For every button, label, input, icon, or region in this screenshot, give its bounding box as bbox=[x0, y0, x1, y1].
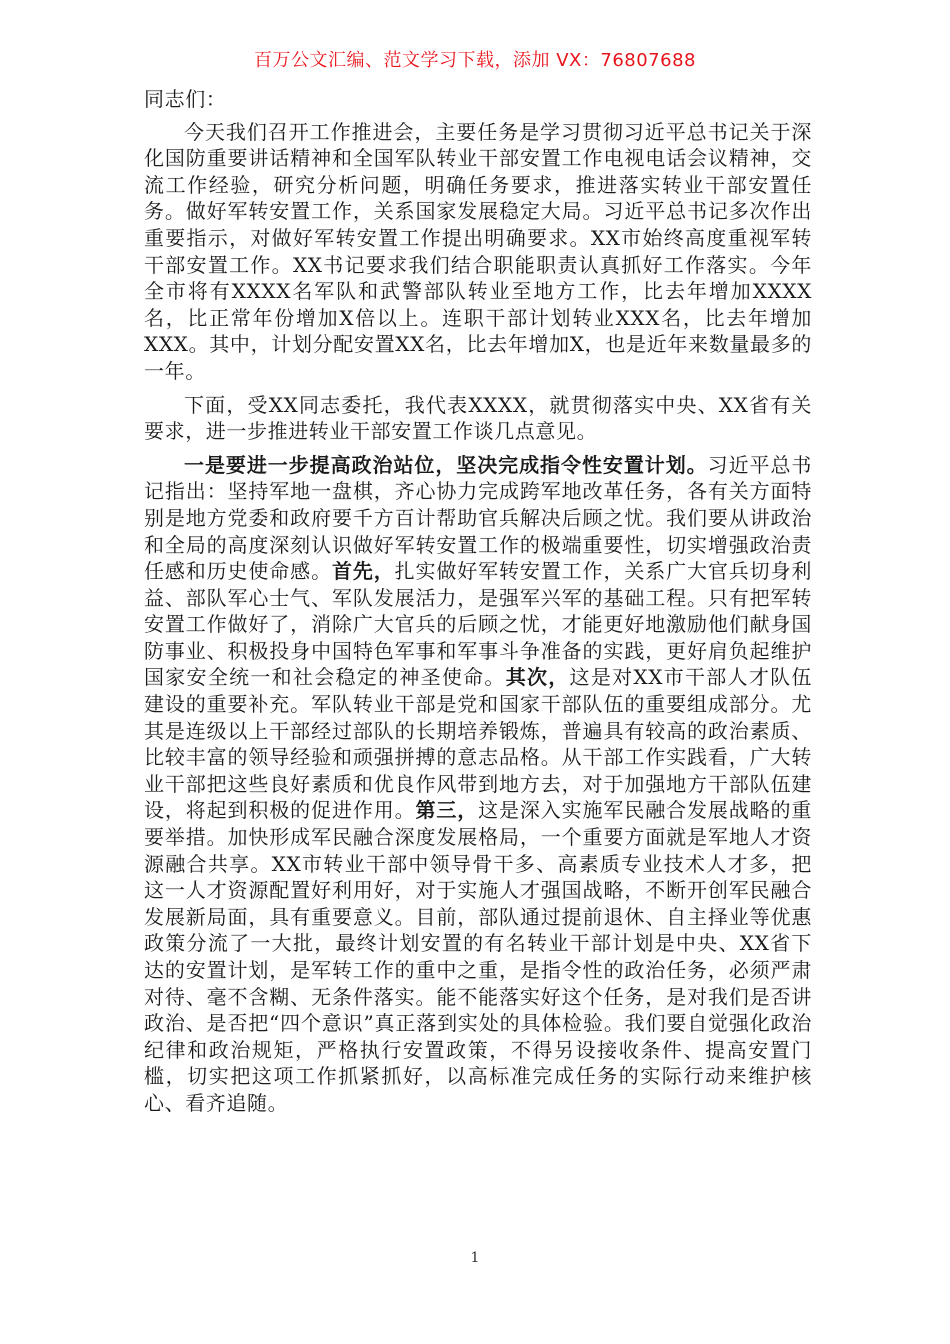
point-one-third-marker: 第三， bbox=[415, 798, 479, 823]
page-number: 1 bbox=[470, 1250, 480, 1266]
point-one-second-marker: 其次， bbox=[505, 665, 570, 690]
salutation: 同志们： bbox=[144, 87, 227, 111]
header-banner: 百万公文汇编、范文学习下载，添加 VX：76807688 bbox=[254, 50, 696, 71]
point-one-text-d: 这是深入实施军民融合发展战略的重要举措。加快形成军民融合深度发展格局，一个重要方面就是军地人才资源融合共享。XX市转业干部中领导骨干多、高素质专业技术人才多，把这一人才资源配置好利用好，对于实施人才强国战略，不断开创军民融合发展新局面，具有重要意义。目前，部队通过提前退休、自主择业等优惠政策分流了一大批，最终计划安置的有名转业干部计划是中央、XX省下达的安置计划，是军转工作的重中之重，是指令性的政治任务，必须严肃对待、毫不含糊、无条件落实。能不能落实好这个任务，是对我们是否讲政治、是否把“四个意识”真正落到实处的具体检验。我们要自觉强化政治纪律和政治规矩，严格执行安置政策，不得另设接收条件、提高安置门槛，切实把这项工作抓紧抓好，以高标准完成任务的实际行动来维护核心、看齐追随。 bbox=[144, 798, 812, 1115]
point-one-text-b: 扎实做好军转安置工作，关系广大官兵切身利益、部队军心士气、军队发展活力，是强军兴军的基础工程。只有把军转安置工作做好了，消除广大官兵的后顾之忧，才能更好地激励他们献身国防事业、积极投身中国特色军事和军事斗争准备的实践，更好肩负起维护国家安全统一和社会稳定的神圣使命。 bbox=[144, 559, 812, 690]
paragraph-transition: 下面，受XX同志委托，我代表XXXX，就贯彻落实中央、XX省有关要求，进一步推进转业干部安置工作谈几点意见。 bbox=[144, 392, 812, 444]
document-body bbox=[144, 86, 812, 1124]
point-one-first-marker: 首先， bbox=[331, 559, 395, 584]
paragraph-intro: 今天我们召开工作推进会，主要任务是学习贯彻习近平总书记关于深化国防重要讲话精神和全国军队转业干部安置工作电视电话会议精神，交流工作经验，研究分析问题，明确任务要求，推进落实转业干部安置任务。做好军转安置工作，关系国家发展稳定大局。习近平总书记多次作出重要指示，对做好军转安置工作提出明确要求。XX市始终高度重视军转干部安置工作。XX书记要求我们结合职能职责认真抓好工作落实。今年全市将有XXXX名军队和武警部队转业至地方工作，比去年增加XXXX名，比正常年份增加X倍以上。连职干部计划转业XXX名，比去年增加XXX。其中，计划分配安置XX名，比去年增加X，也是近年来数量最多的一年。 bbox=[144, 119, 812, 383]
point-one-heading: 一是要进一步提高政治站位，坚决完成指令性安置计划。 bbox=[184, 452, 708, 477]
paragraph-point-one bbox=[144, 452, 812, 1117]
point-one-text-a: 习近平总书记指出：坚持军地一盘棋，齐心协力完成跨军地改革任务，各有关方面特别是地方党委和政府要千方百计帮助官兵解决后顾之忧。我们要从讲政治和全局的高度深刻认识做好军转安置工作的极端重要性，切实增强政治责任感和历史使命感。 bbox=[144, 452, 813, 584]
point-one-text-c: 这是对XX市干部人才队伍建设的重要补充。军队转业干部是党和国家干部队伍的重要组成部分。尤其是连级以上干部经过部队的长期培养锻炼，普遍具有较高的政治素质、比较丰富的领导经验和顽强拼搏的意志品格。从干部工作实践看，广大转业干部把这些良好素质和优良作风带到地方去，对于加强地方干部队伍建设，将起到积极的促进作用。 bbox=[144, 665, 812, 823]
